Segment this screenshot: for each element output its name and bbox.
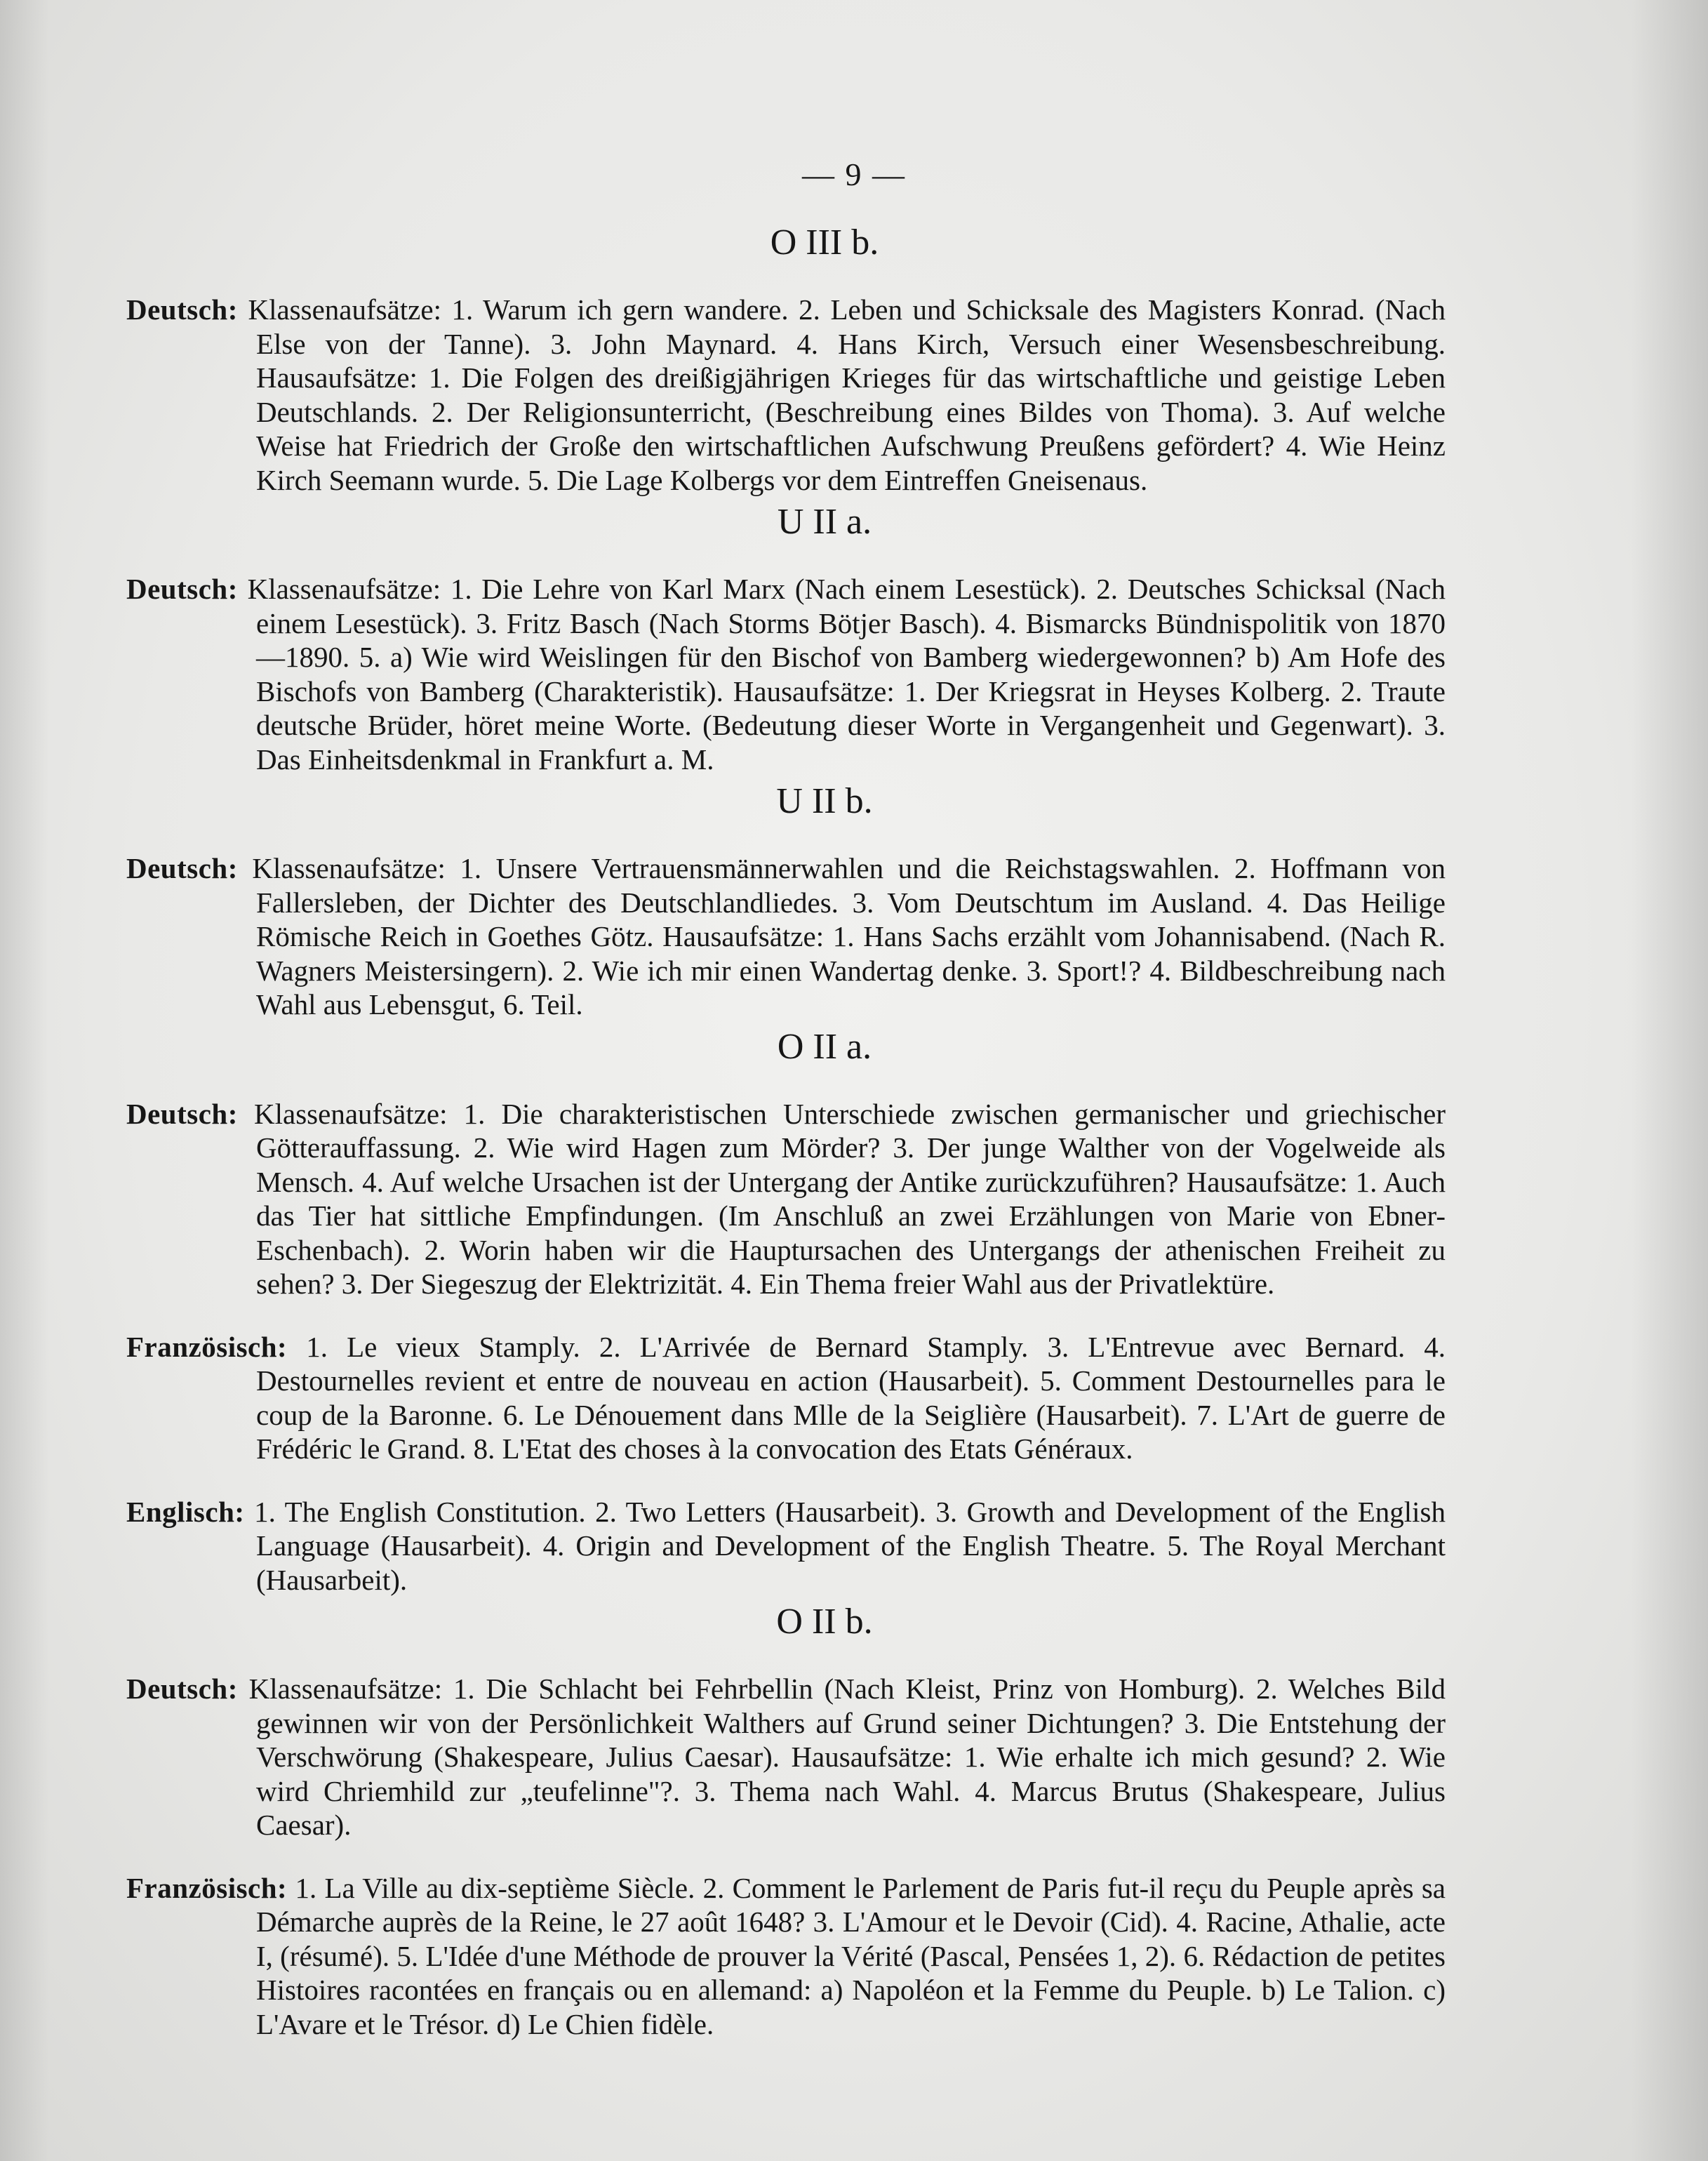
section-heading: O II a. [777, 1026, 872, 1067]
entry-deutsch [126, 1097, 1446, 1301]
entry-text: Klassenaufsätze: 1. Die Lehre von Karl Marx (Nach einem Lesestück). 2. Deutsches Schicksal (Nach einem Lesestück). 3. Fritz Basch (Nach Storms Bötjer Basch). 4. Bismarcks Bündnispolitik von 1870—1890. 5. a) Wie wird Weislingen für den Bischof von Bamberg wiedergewonnen? b) Am Hofe des Bischofs von Bamberg (Charakteristik). Hausaufsätze: 1. Der Kriegsrat in Heyses Kolberg. 2. Traute deutsche Brüder, höret meine Worte. (Bedeutung dieser Worte in Vergangenheit und Gegenwart). 3. Das Einheitsdenkmal in Frankfurt a. M. [247, 573, 1446, 776]
section-o-ii-a [126, 1026, 1446, 1597]
subject-label: Französisch: [126, 1871, 288, 1904]
section-o-iii-b [126, 222, 1446, 497]
section-u-ii-b [126, 780, 1446, 1022]
entry-text: 1. The English Constitution. 2. Two Letters (Hausarbeit). 3. Growth and Development of the English Language (Hausarbeit). 4. Origin and Development of the English Theatre. 5. The Royal Merchant (Hausarbeit). [254, 1495, 1446, 1596]
section-o-ii-b [126, 1601, 1446, 2041]
section-heading: O II b. [776, 1602, 873, 1642]
entry-deutsch [126, 293, 1446, 497]
page-content [126, 218, 1446, 2045]
page-shadow-right [1631, 0, 1708, 2161]
subject-label: Englisch: [126, 1495, 245, 1528]
entry-deutsch [126, 851, 1446, 1022]
entry-franzoesisch [126, 1330, 1446, 1466]
section-u-ii-a [126, 501, 1446, 776]
entry-text: 1. Le vieux Stamply. 2. L'Arrivée de Bernard Stamply. 3. L'Entrevue avec Bernard. 4. Destournelles revient et entre de nouveau en action (Hausarbeit). 5. Comment Destournelles para le coup de la Baronne. 6. Le Dénouement dans Mlle de la Seiglière (Hausarbeit). 7. L'Art de guerre de Frédéric le Grand. 8. L'Etat des choses à la convocation des Etats Généraux. [256, 1330, 1446, 1465]
entry-englisch [126, 1495, 1446, 1597]
section-heading: O III b. [770, 222, 879, 262]
entry-deutsch [126, 572, 1446, 776]
subject-label: Deutsch: [126, 1673, 238, 1705]
page-shadow-left [0, 0, 49, 2161]
entry-franzoesisch [126, 1871, 1446, 2042]
entry-deutsch [126, 1672, 1446, 1842]
subject-label: Deutsch: [126, 573, 238, 605]
entry-text: Klassenaufsätze: 1. Die charakteristischen Unterschiede zwischen germanischer und griechischer Götterauffassung. 2. Wie wird Hagen zum Mörder? 3. Der junge Walther von der Vogelweide als Mensch. 4. Auf welche Ursachen ist der Untergang der Antike zurückzuführen? Hausaufsätze: 1. Auch das Tier hat sittliche Empfindungen. (Im Anschluß an zwei Erzählungen von Marie von Ebner-Eschenbach). 2. Worin haben wir die Hauptursachen des Untergangs der athenischen Freiheit zu sehen? 3. Der Siegeszug der Elektrizität. 4. Ein Thema freier Wahl aus der Privatlektüre. [254, 1097, 1446, 1300]
entry-text: Klassenaufsätze: 1. Unsere Vertrauensmännerwahlen und die Reichstagswahlen. 2. Hoffmann von Fallersleben, der Dichter des Deutschlandliedes. 3. Vom Deutschtum im Ausland. 4. Das Heilige Römische Reich in Goethes Götz. Hausaufsätze: 1. Hans Sachs erzählt vom Johannisabend. (Nach R. Wagners Meistersingern). 2. Wie ich mir einen Wandertag denke. 3. Sport!? 4. Bildbeschreibung nach Wahl aus Lebensgut, 6. Teil. [252, 852, 1446, 1020]
entry-text: Klassenaufsätze: 1. Warum ich gern wandere. 2. Leben und Schicksale des Magisters Konrad. (Nach Else von der Tanne). 3. John Maynard. 4. Hans Kirch, Versuch einer Wesensbeschreibung. Hausaufsätze: 1. Die Folgen des dreißigjährigen Krieges für das wirtschaftliche und geistige Leben Deutschlands. 2. Der Religionsunterricht, (Beschreibung eines Bildes von Thoma). 3. Auf welche Weise hat Friedrich der Große den wirtschaftlichen Aufschwung Preußens gefördert? 4. Wie Heinz Kirch Seemann wurde. 5. Die Lage Kolbergs vor dem Eintreffen Gneisenaus. [248, 293, 1446, 496]
page-number: — 9 — [802, 157, 906, 192]
section-heading: U II b. [776, 781, 873, 821]
subject-label: Deutsch: [126, 1097, 238, 1130]
subject-label: Deutsch: [126, 293, 238, 326]
entry-text: Klassenaufsätze: 1. Die Schlacht bei Fehrbellin (Nach Kleist, Prinz von Homburg). 2. Welches Bild gewinnen wir von der Persönlichkeit Walthers auf Grund seiner Dichtungen? 3. Die Entstehung der Verschwörung (Shakespeare, Julius Caesar). Hausaufsätze: 1. Wie erhalte ich mich gesund? 2. Wie wird Chriemhild zur „teufelinne"?. 3. Thema nach Wahl. 4. Marcus Brutus (Shakespeare, Julius Caesar). [248, 1673, 1446, 1841]
section-heading: U II a. [777, 502, 872, 542]
subject-label: Französisch: [126, 1330, 288, 1363]
subject-label: Deutsch: [126, 852, 238, 884]
entry-text: 1. La Ville au dix-septième Siècle. 2. Comment le Parlement de Paris fut-il reçu du Peuple après sa Démarche auprès de la Reine, le 27 août 1648? 3. L'Amour et le Devoir (Cid). 4. Racine, Athalie, acte I, (résumé). 5. L'Idée d'une Méthode de prouver la Vérité (Pascal, Pensées 1, 2). 6. Rédaction de petites Histoires racontées en français ou en allemand: a) Napoléon et la Femme du Peuple. b) Le Talion. c) L'Avare et le Trésor. d) Le Chien fidèle. [256, 1871, 1446, 2040]
